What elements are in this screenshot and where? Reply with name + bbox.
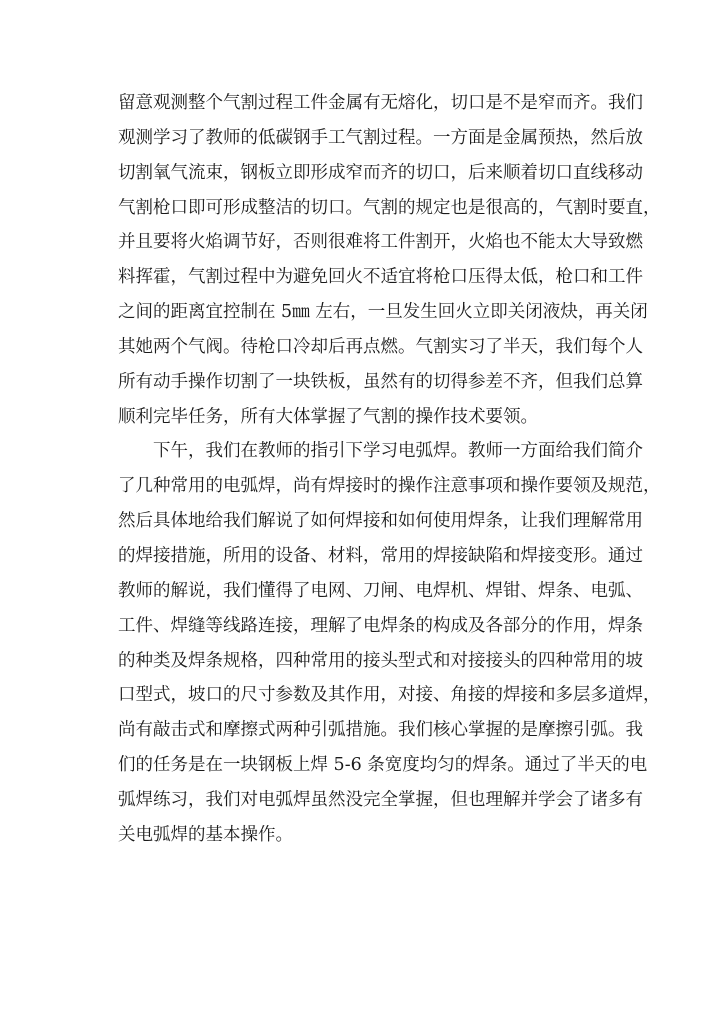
text-line: 并且要将火焰调节好，否则很难将工件割开，火焰也不能太大导致燃 bbox=[118, 232, 643, 253]
text-line: 留意观测整个气割过程工件金属有无熔化，切口是不是窄而齐。我们 bbox=[118, 93, 643, 113]
text-line: 的种类及焊条规格，四种常用的接头型式和对接接头的四种常用的坡 bbox=[118, 650, 643, 671]
body-text bbox=[118, 86, 661, 853]
paragraph-arc-welding bbox=[118, 434, 661, 852]
text-line: 切割氧气流束，钢板立即形成窄而齐的切口，后来顺着切口直线移动 bbox=[118, 162, 643, 183]
text-line: 教师的解说，我们懂得了电网、刀闸、电焊机、焊钳、焊条、电弧、 bbox=[118, 580, 643, 601]
text-line: 下午，我们在教师的指引下学习电弧焊。教师一方面给我们简介 bbox=[153, 441, 643, 462]
text-line: 口型式，坡口的尺寸参数及其作用，对接、角接的焊接和多层多道焊， bbox=[118, 685, 661, 706]
text-line: 然后具体地给我们解说了如何焊接和如何使用焊条，让我们理解常用 bbox=[118, 511, 643, 532]
text-line: 了几种常用的电弧焊，尚有焊接时的操作注意事项和操作要领及规范， bbox=[118, 476, 661, 497]
text-line: 尚有敲击式和摩擦式两种引弧措施。我们核心掌握的是摩擦引弧。我 bbox=[118, 720, 643, 741]
text-line: 气割枪口即可形成整洁的切口。气割的规定也是很高的，气割时要直， bbox=[118, 197, 661, 218]
text-line: 顺利完毕任务，所有大体掌握了气割的操作技术要领。 bbox=[118, 406, 538, 427]
text-line: 们的任务是在一块钢板上焊 5-6 条宽度均匀的焊条。通过了半天的电 bbox=[118, 755, 648, 776]
text-line: 其她两个气阀。待枪口冷却后再点燃。气割实习了半天，我们每个人 bbox=[118, 336, 643, 357]
paragraph-gas-cutting bbox=[118, 86, 661, 434]
text-line: 关电弧焊的基本操作。 bbox=[118, 824, 293, 845]
text-line: 的焊接措施，所用的设备、材料，常用的焊接缺陷和焊接变形。通过 bbox=[118, 545, 643, 566]
text-line: 工件、焊缝等线路连接，理解了电焊条的构成及各部分的作用，焊条 bbox=[118, 615, 643, 636]
text-line: 之间的距离宜控制在 5㎜ 左右，一旦发生回火立即关闭液炔，再关闭 bbox=[118, 302, 648, 323]
text-line: 料挥霍，气割过程中为避免回火不适宜将枪口压得太低，枪口和工件 bbox=[118, 267, 643, 288]
text-line: 弧焊练习，我们对电弧焊虽然没完全掌握，但也理解并学会了诸多有 bbox=[118, 789, 643, 810]
text-line: 观测学习了教师的低碳钢手工气割过程。一方面是金属预热，然后放 bbox=[118, 127, 643, 148]
text-line: 所有动手操作切割了一块铁板，虽然有的切得参差不齐，但我们总算 bbox=[118, 371, 643, 392]
